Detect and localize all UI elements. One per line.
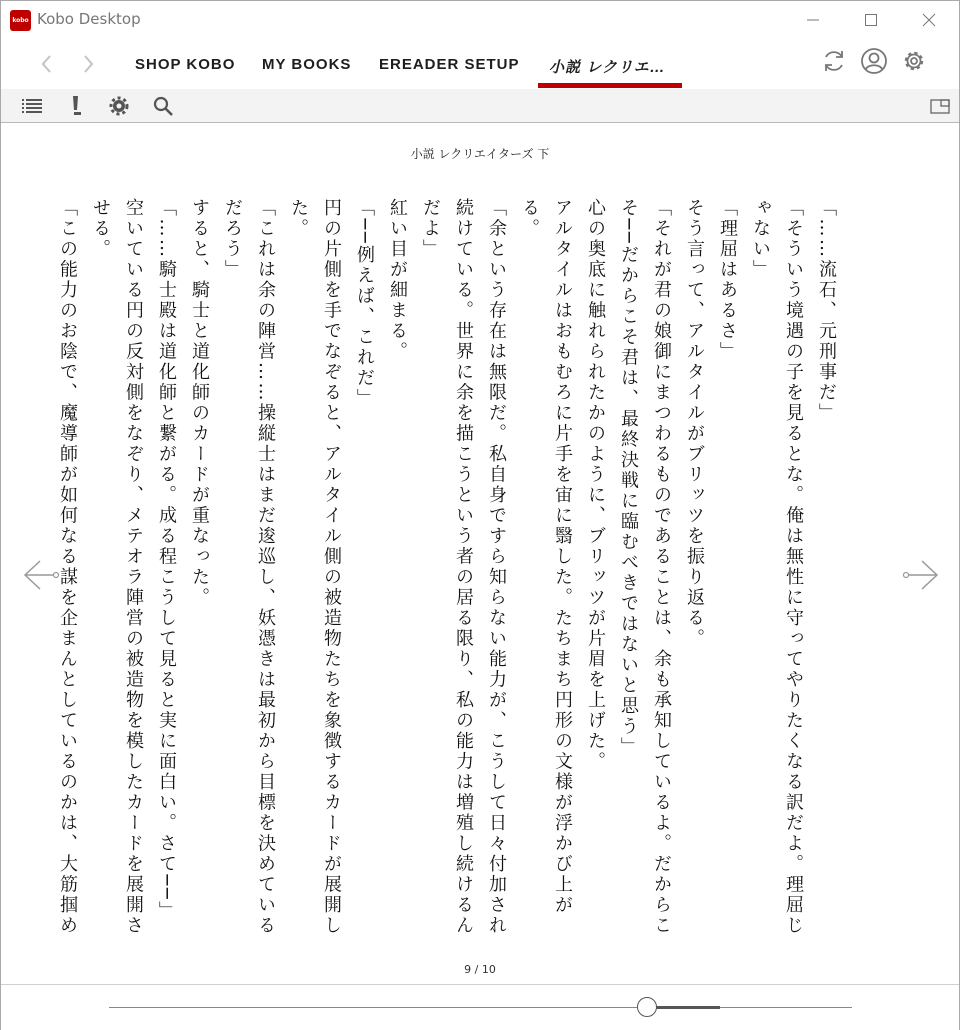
book-paragraph: 「余という存在は無限だ。私自身ですら知らない能力が、こうして日々付加され続けている。世界に余を描こうという者の居る限り、私の能力は増殖し続けるんだよ」 xyxy=(420,198,507,936)
maximize-button[interactable] xyxy=(843,1,899,39)
back-button[interactable] xyxy=(34,51,60,77)
gear-icon xyxy=(107,94,131,118)
book-title: 小説 レクリエイターズ 下 xyxy=(410,147,550,161)
book-paragraph: 空いている円の反対側をなぞり、メテオラ陣営の被造物を模したカードを展開させる。 xyxy=(90,198,144,936)
highlighter-icon xyxy=(63,94,87,118)
reading-settings-button[interactable] xyxy=(107,94,131,118)
minimize-button[interactable] xyxy=(785,1,841,39)
active-tab-indicator xyxy=(538,83,682,88)
book-paragraph: 「……騎士殿は道化師と繋がる。成る程こうして見ると実に面白い。さて──」 xyxy=(156,198,177,922)
progress-slider-fill xyxy=(648,1006,720,1009)
minimize-icon xyxy=(806,13,820,27)
close-button[interactable] xyxy=(901,1,957,39)
book-paragraph: 「……流石、元刑事だ」 xyxy=(816,198,837,424)
fullscreen-icon xyxy=(929,94,953,118)
chevron-right-icon xyxy=(75,51,101,77)
tab-my-books[interactable]: MY BOOKS xyxy=(262,56,352,73)
close-icon xyxy=(922,13,936,27)
sync-icon xyxy=(820,47,848,75)
progress-slider-thumb[interactable] xyxy=(637,997,657,1017)
book-paragraph: アルタイルはおもむろに片手を宙に翳した。たちまち円形の文様が浮かび上がる。 xyxy=(519,198,573,916)
reader-toolbar xyxy=(1,89,959,123)
account-button[interactable] xyxy=(860,47,888,75)
book-text[interactable] xyxy=(57,198,843,938)
book-paragraph: 「そういう境遇の子を見るとな。俺は無性に守ってやりたくなる訳だよ。理屈じゃない」 xyxy=(750,198,804,936)
search-button[interactable] xyxy=(151,94,175,118)
book-paragraph: 「理屈はあるさ」 xyxy=(717,198,738,362)
arrow-right-icon xyxy=(901,558,941,592)
contents-button[interactable] xyxy=(20,94,44,118)
user-icon xyxy=(860,47,888,75)
chevron-left-icon xyxy=(34,51,60,77)
next-page-button[interactable] xyxy=(901,558,941,592)
book-paragraph: 「これは余の陣営……操縦士はまだ逡巡し、妖憑きは最初から目標を決めているだろう」 xyxy=(222,198,276,936)
tab-shop-kobo[interactable]: SHOP KOBO xyxy=(135,56,236,73)
book-paragraph: 「──例えば、これだ」 xyxy=(354,198,375,410)
search-icon xyxy=(151,94,175,118)
sync-button[interactable] xyxy=(820,47,848,75)
book-paragraph: 「それが君の娘御にまつわるものであることは、余も承知しているよ。だからこそ──だからこそ君は、最終決戦に臨むべきではないと思う」 xyxy=(618,198,672,936)
book-paragraph: 「この能力のお陰で、魔導師が如何なる謀を企まんとしているのかは、大筋掴め xyxy=(57,198,78,936)
arrow-left-icon xyxy=(21,558,61,592)
main-nav xyxy=(1,39,959,89)
book-paragraph: そう言って、アルタイルがブリッツを振り返る。 xyxy=(684,198,705,649)
book-paragraph: 紅い目が細まる。 xyxy=(387,198,408,362)
maximize-icon xyxy=(864,13,878,27)
reading-pane[interactable] xyxy=(1,123,959,983)
book-paragraph: 円の片側を手でなぞると、アルタイル側の被造物たちを象徴するカードが展開した。 xyxy=(288,198,342,936)
tab-ereader-setup[interactable]: EREADER SETUP xyxy=(379,56,520,73)
window-title: Kobo Desktop xyxy=(37,10,141,28)
forward-button[interactable] xyxy=(75,51,101,77)
book-paragraph: 心の奥底に触れられたかのように、ブリッツが片眉を上げた。 xyxy=(585,198,606,772)
tab-current-book[interactable]: 小説 レクリエ… xyxy=(549,59,666,76)
annotations-button[interactable] xyxy=(63,94,87,118)
kobo-logo: kobo xyxy=(10,10,31,31)
book-paragraph: すると、騎士と道化師のカードが重なった。 xyxy=(189,198,210,608)
gear-icon xyxy=(900,47,928,75)
progress-slider-track[interactable] xyxy=(109,1007,852,1008)
view-toggle-button[interactable] xyxy=(929,94,953,118)
progress-footer xyxy=(1,984,959,1030)
previous-page-button[interactable] xyxy=(21,558,61,592)
page-indicator: 9 / 10 xyxy=(464,963,496,976)
list-icon xyxy=(20,94,44,118)
settings-button[interactable] xyxy=(900,47,928,75)
title-bar xyxy=(1,1,959,39)
